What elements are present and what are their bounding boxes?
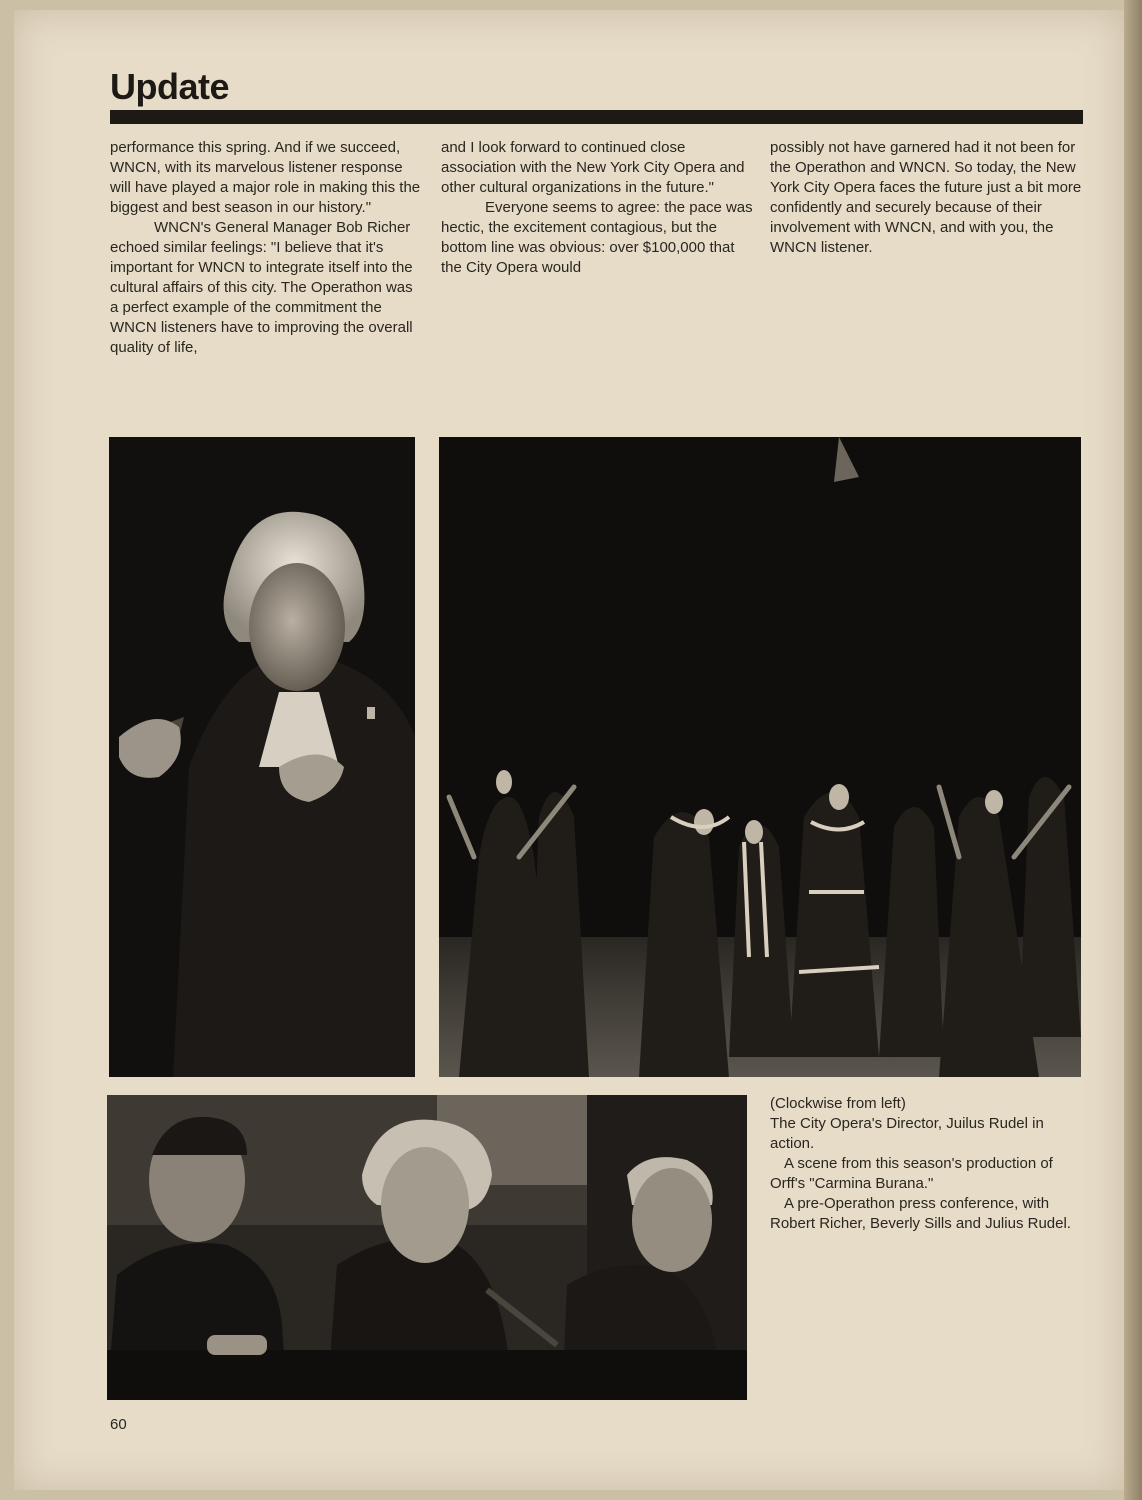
caption-line: A scene from this season's production of Orff's "Carmina Burana." bbox=[770, 1155, 1053, 1192]
paragraph: WNCN's General Manager Bob Richer echoed similar feelings: "I believe that it's important for WNCN to integrate itself into the cultural affairs of this city. The Operathon was a perfect example of the commitment the WNCN listeners have to improving the overall quality of life, bbox=[110, 219, 413, 356]
title-rule bbox=[110, 110, 1083, 124]
paragraph: Everyone seems to agree: the pace was hectic, the excitement contagious, but the bottom line was obvious: over $100,000 that the City Opera would bbox=[441, 199, 753, 276]
article-column-1 bbox=[110, 138, 422, 358]
caption-line: The City Opera's Director, Juilus Rudel in action. bbox=[770, 1115, 1044, 1152]
caption-line: A pre-Operathon press conference, with Robert Richer, Beverly Sills and Julius Rudel. bbox=[770, 1195, 1071, 1232]
paragraph: performance this spring. And if we succeed, WNCN, with its marvelous listener response will have played a major role in making this the biggest and best season in our history." bbox=[110, 139, 421, 216]
section-title: Update bbox=[110, 66, 230, 107]
page-edge bbox=[1124, 0, 1142, 1500]
press-conference-photo bbox=[107, 1095, 747, 1400]
photo-caption bbox=[770, 1094, 1082, 1234]
article-column-2 bbox=[441, 138, 753, 278]
stage-scene-photo bbox=[439, 437, 1081, 1077]
caption-heading: (Clockwise from left) bbox=[770, 1095, 906, 1112]
paragraph: possibly not have garnered had it not been for the Operathon and WNCN. So today, the New York City Opera faces the future just a bit more confidently and securely because of their involvement with WNCN, and with you, the WNCN listener. bbox=[770, 139, 1082, 256]
article-column-3 bbox=[770, 138, 1082, 258]
page-number: 60 bbox=[110, 1416, 127, 1433]
paragraph: and I look forward to continued close association with the New York City Opera and other cultural organizations in the future." bbox=[441, 139, 745, 196]
conductor-photo bbox=[109, 437, 415, 1077]
